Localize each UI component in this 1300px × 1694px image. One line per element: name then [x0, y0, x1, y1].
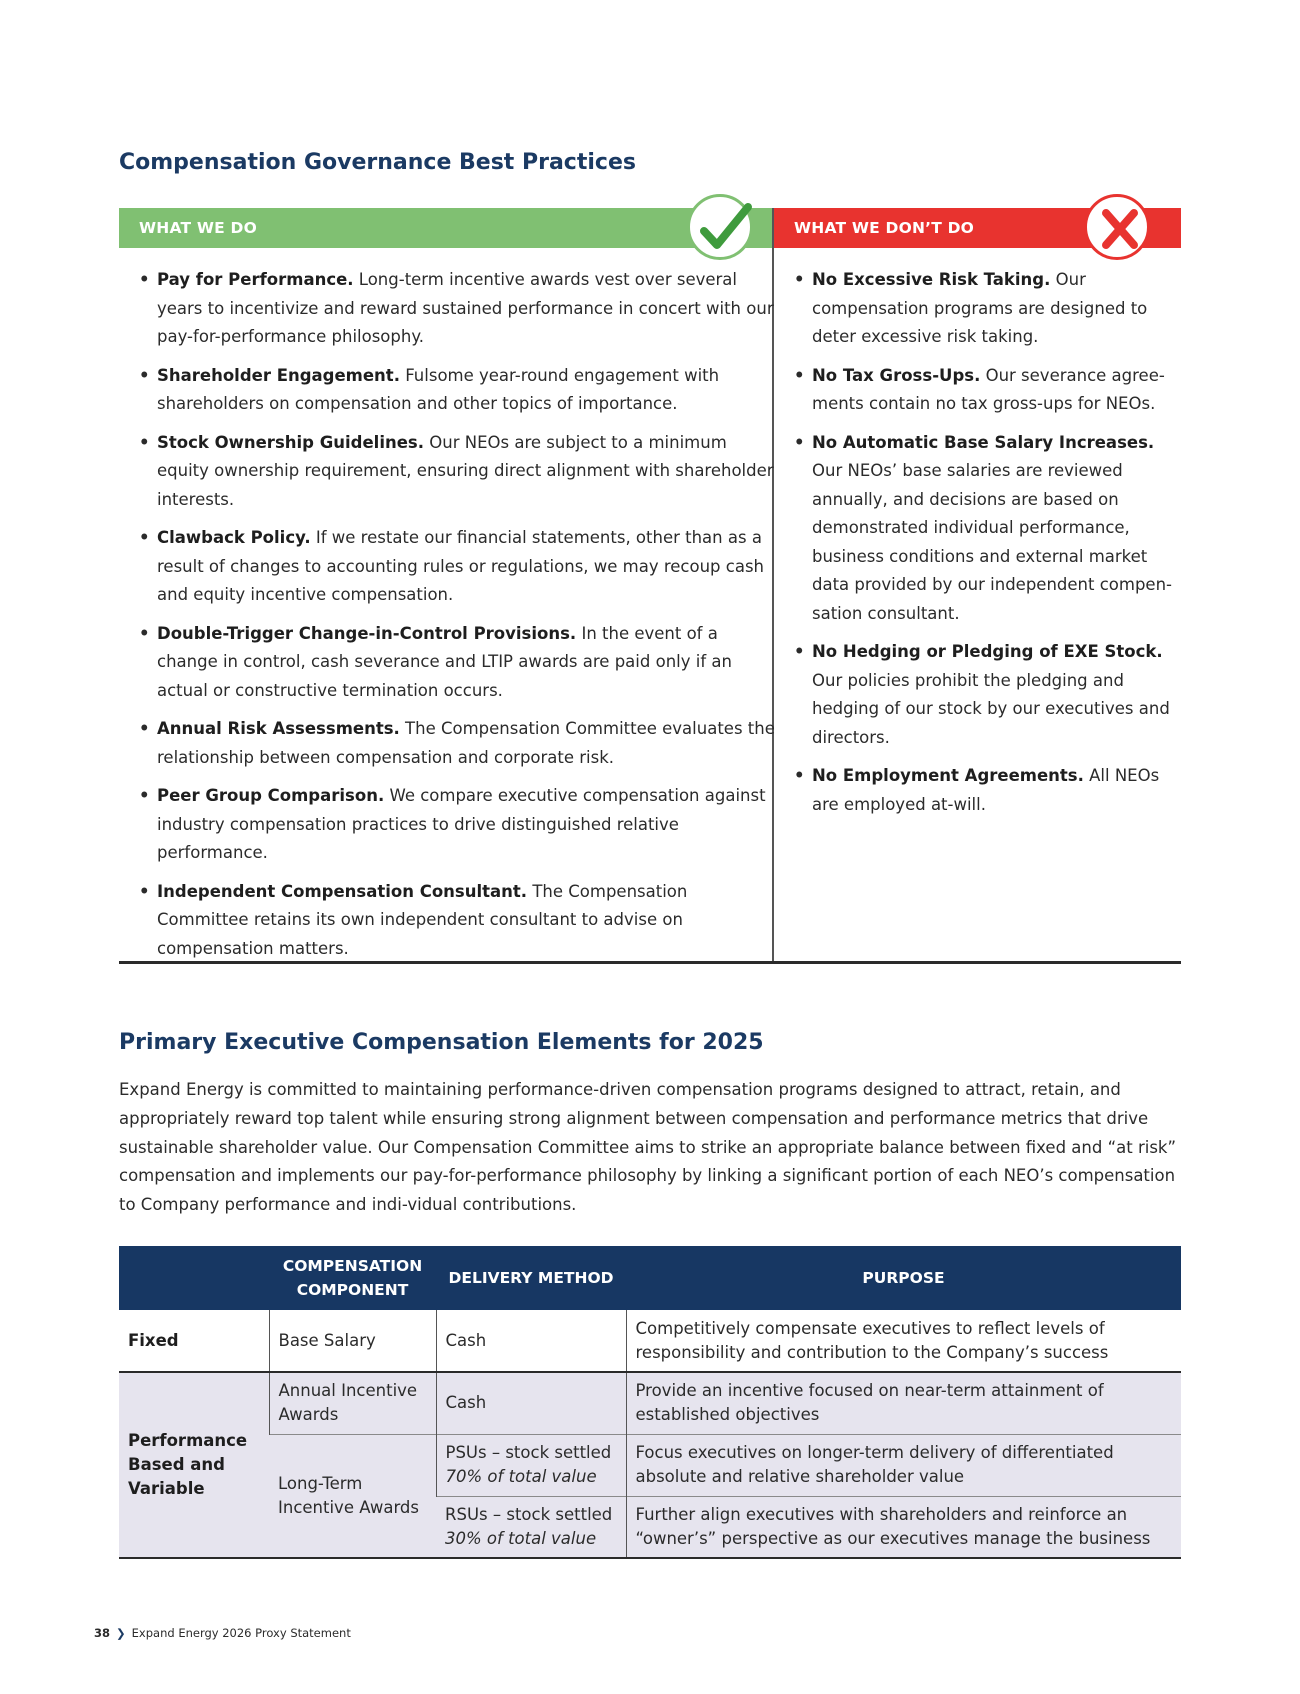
- bullet-icon: •: [139, 719, 150, 738]
- bullet-icon: •: [794, 766, 805, 785]
- bullet-icon: •: [794, 642, 805, 661]
- what-we-dont-do-header: WHAT WE DON’T DO: [774, 208, 1181, 248]
- page-footer: [94, 1626, 351, 1640]
- list-item-text: The Compensation Committee retains its own independent consultant to advise on compensation matters.: [157, 881, 688, 958]
- governance-section: [119, 208, 1181, 964]
- list-item-lead: Shareholder Engagement.: [157, 365, 400, 385]
- list-item: [139, 878, 779, 964]
- list-item: [794, 762, 1174, 819]
- list-item-text: If we restate our financial statements, other than as a result of changes to accounting rules or regulations, we may recoup cash and equity incentive compensation.: [157, 528, 765, 604]
- list-item-text: Our NEOs are subject to a minimum equity ownership requirement, ensuring direct alignment with shareholder interests.: [157, 432, 774, 509]
- list-item-text: Fulsome year-round engagement with shareholders on compensation and other topics of importance.: [157, 365, 720, 413]
- list-item: [139, 429, 779, 515]
- footer-text: Expand Energy 2026 Proxy Statement: [131, 1626, 351, 1640]
- what-we-do-list: [139, 266, 779, 973]
- list-item: [139, 362, 779, 419]
- table-header-purpose: PURPOSE: [626, 1246, 1181, 1310]
- list-item: [794, 638, 1174, 752]
- fixed-category: Fixed: [119, 1310, 269, 1372]
- what-we-do-column: [119, 208, 774, 961]
- list-item: [794, 429, 1174, 629]
- list-item-lead: No Tax Gross-Ups.: [812, 365, 981, 385]
- list-item-lead: Clawback Policy.: [157, 528, 311, 547]
- list-item: [139, 524, 779, 610]
- table-header-component: COMPENSATION COMPONENT: [269, 1246, 436, 1310]
- list-item-lead: No Excessive Risk Taking.: [812, 270, 1051, 289]
- annual-purpose: Provide an incentive focused on near-term attainment of established objectives: [626, 1372, 1181, 1434]
- list-item-text: Our policies prohibit the pledging and hedging of our stock by our executives and directors.: [812, 670, 1170, 747]
- table-row: [119, 1434, 1181, 1496]
- lti-component: Long-Term Incentive Awards: [269, 1434, 436, 1558]
- elements-intro: Expand Energy is committed to maintaining performance-driven compensation programs designed to attract, retain, and appropriately reward top talent while ensuring strong alignment between compensation and performance metrics that drive sustainable shareholder value. Our Compensation Committee aims to strike an appropriate balance between fixed and “at risk” compensation and implements our pay-for-performance philosophy by linking a significant portion of each NEO’s compensation to Company performance and indi-vidual contributions.: [119, 1080, 1177, 1215]
- list-item-text: Our severance agree-ments contain no tax gross-ups for NEOs.: [812, 365, 1165, 413]
- variable-category: Performance Based and Variable: [119, 1372, 269, 1558]
- bullet-icon: •: [139, 881, 150, 901]
- bullet-icon: •: [794, 270, 805, 289]
- bullet-icon: •: [139, 432, 150, 452]
- rsu-delivery: RSUs – stock settled: [445, 1504, 613, 1524]
- list-item-text: Long-term incentive awards vest over several years to incentivize and reward sustained performance in concert with our pay-for-performance philosophy.: [157, 270, 774, 346]
- chevron-right-icon: ❯: [116, 1626, 126, 1640]
- elements-title: Primary Executive Compensation Elements for 2025: [119, 1030, 764, 1055]
- rsu-share: 30% of total value: [445, 1528, 597, 1548]
- list-item-lead: Annual Risk Assessments.: [157, 719, 400, 738]
- bullet-icon: •: [139, 270, 150, 289]
- list-item: [139, 782, 779, 868]
- list-item: [794, 266, 1174, 352]
- rsu-purpose: Further align executives with shareholders and reinforce an “owner’s” perspective as our executives manage the business: [626, 1496, 1181, 1558]
- table-row: [119, 1310, 1181, 1372]
- what-we-do-header: WHAT WE DO: [119, 208, 772, 248]
- table-header-delivery: DELIVERY METHOD: [436, 1246, 626, 1310]
- x-icon: [1084, 194, 1150, 260]
- psu-share: 70% of total value: [445, 1467, 597, 1486]
- list-item: [139, 266, 779, 352]
- bullet-icon: •: [139, 786, 150, 805]
- bullet-icon: •: [794, 365, 805, 385]
- governance-title: Compensation Governance Best Practices: [119, 150, 636, 175]
- list-item-text: The Compensation Committee evaluates the relationship between compensation and corporate risk.: [157, 719, 775, 767]
- bullet-icon: •: [794, 432, 805, 452]
- bullet-icon: •: [139, 365, 150, 385]
- annual-delivery: Cash: [436, 1372, 626, 1434]
- list-item-lead: Double-Trigger Change-in-Control Provisions.: [157, 623, 577, 643]
- list-item: [139, 715, 779, 772]
- list-item-lead: Independent Compensation Consultant.: [157, 881, 528, 901]
- list-item-text: All NEOs are employed at-will.: [812, 766, 1160, 814]
- bullet-icon: •: [139, 528, 150, 547]
- list-item-lead: No Employment Agreements.: [812, 766, 1084, 785]
- list-item-text: We compare executive compensation against industry compensation practices to drive distinguished relative performance.: [157, 786, 766, 862]
- list-item: [139, 620, 779, 706]
- list-item-text: Our NEOs’ base salaries are reviewed annually, and decisions are based on demonstrated individual performance, business conditions and external market data provided by our independent compen-sation consultant.: [812, 461, 1172, 623]
- list-item: [794, 362, 1174, 419]
- annual-component: Annual Incentive Awards: [269, 1372, 436, 1434]
- fixed-component: Base Salary: [269, 1310, 436, 1372]
- check-icon: [687, 194, 753, 260]
- page-number: 38: [94, 1626, 111, 1640]
- list-item-lead: Pay for Performance.: [157, 270, 354, 289]
- compensation-elements-table: [119, 1246, 1181, 1559]
- psu-delivery-cell: [436, 1434, 626, 1496]
- what-we-dont-do-list: [794, 266, 1174, 829]
- list-item-lead: Peer Group Comparison.: [157, 786, 385, 805]
- table-header-category: [119, 1246, 269, 1310]
- list-item-lead: Stock Ownership Guidelines.: [157, 432, 425, 452]
- fixed-purpose: Competitively compensate executives to reflect levels of responsibility and contribution to the Company’s success: [626, 1310, 1181, 1372]
- list-item-text: In the event of a change in control, cash severance and LTIP awards are paid only if an actual or constructive termination occurs.: [157, 623, 732, 700]
- list-item-text: Our compensation programs are designed to deter excessive risk taking.: [812, 270, 1148, 346]
- psu-delivery: PSUs – stock settled: [445, 1443, 612, 1462]
- what-we-dont-do-column: [774, 208, 1181, 961]
- table-row: [119, 1372, 1181, 1434]
- bullet-icon: •: [139, 623, 150, 643]
- list-item-lead: No Hedging or Pledging of EXE Stock.: [812, 642, 1163, 661]
- table-header-row: [119, 1246, 1181, 1310]
- list-item-lead: No Automatic Base Salary Increases.: [812, 432, 1155, 452]
- fixed-delivery: Cash: [436, 1310, 626, 1372]
- rsu-delivery-cell: [436, 1496, 626, 1558]
- psu-purpose: Focus executives on longer-term delivery of differentiated absolute and relative shareholder value: [626, 1434, 1181, 1496]
